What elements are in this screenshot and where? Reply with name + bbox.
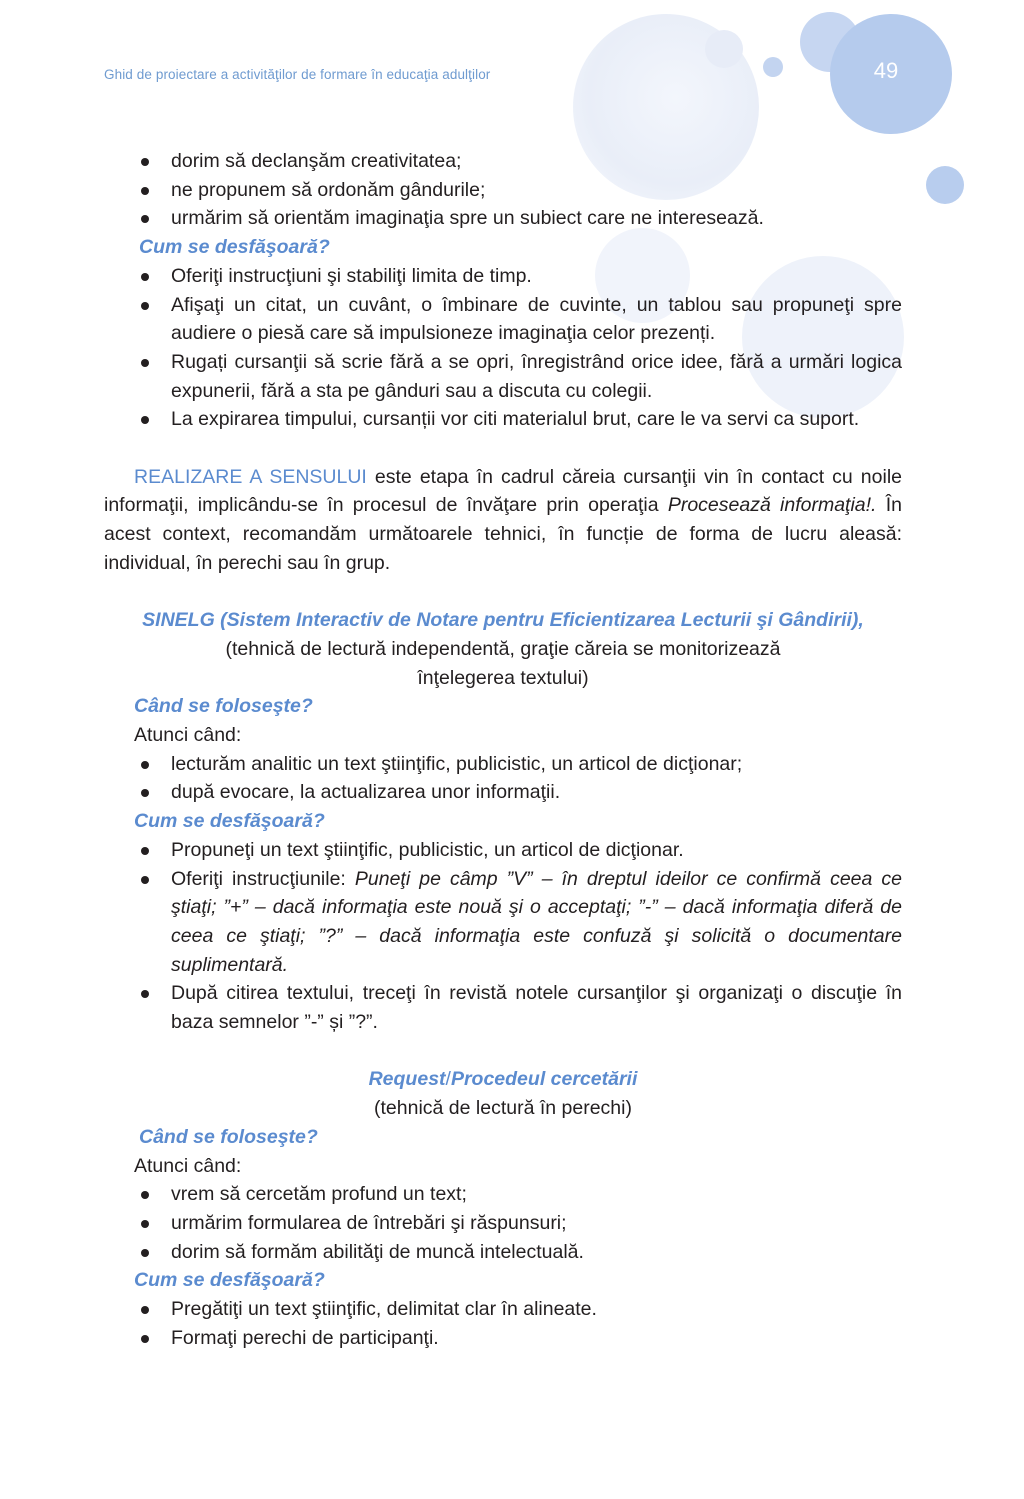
request-when-heading: Când se foloseşte? (139, 1125, 318, 1148)
request-how-heading: Cum se desfăşoară? (134, 1269, 325, 1292)
decorative-circle-right (926, 166, 964, 204)
request-title-a: Request (368, 1068, 446, 1091)
intro-bullet-list (104, 147, 902, 233)
request-how-list (104, 1295, 902, 1352)
realizare-text: este etapa în cadrul căreia cursanţii vin în contact cu noile informaţii, implicându-se în procesul de învăţare prin operaţia (104, 465, 903, 517)
how-heading-1: Cum se desfăşoară? (139, 236, 330, 259)
page-number: 49 (873, 58, 899, 83)
list-item: dorim să declanşăm creativitatea; (104, 147, 902, 176)
list-item: urmărim formularea de întrebări şi răspunsuri; (104, 1209, 902, 1238)
page-content (104, 147, 902, 1352)
decorative-circle-tiny (763, 57, 783, 77)
request-title (104, 1065, 902, 1094)
list-item: urmărim să orientăm imaginaţia spre un subiect care ne interesează. (104, 204, 902, 233)
running-header-title: Ghid de proiectare a activităţilor de formare în educaţia adulţilor (104, 67, 491, 82)
sinelg-when-heading: Când se foloseşte? (134, 695, 313, 718)
list-item: După citirea textului, treceţi în revistă notele cursanţilor şi organizaţi o discuţie în baza semnelor ”-” și ”?”. (104, 979, 902, 1036)
sinelg-subtitle-1: (tehnică de lectură independentă, graţie căreia se monitorizează (225, 637, 781, 660)
list-item: Rugați cursanţii să scrie fără a se opri, înregistrând orice idee, fără a urmări logica expunerii, fără a sta pe gânduri sau a discuta cu colegii. (104, 348, 902, 405)
request-title-b: Procedeul cercetării (450, 1068, 638, 1091)
request-when-list (104, 1180, 902, 1266)
list-item (104, 865, 902, 980)
instructions-lead: Oferiţi instrucţiunile: (171, 867, 355, 890)
list-item: după evocare, la actualizarea unor informaţii. (104, 778, 902, 807)
decorative-circle-small-light (705, 30, 743, 68)
list-item: Formaţi perechi de participanţi. (104, 1324, 902, 1353)
request-when-intro: Atunci când: (134, 1154, 242, 1177)
list-item: vrem să cercetăm profund un text; (104, 1180, 902, 1209)
sinelg-how-list (104, 836, 902, 1037)
list-item: lecturăm analitic un text ştiinţific, publicistic, un articol de dicţionar; (104, 750, 902, 779)
list-item: Oferiţi instrucţiuni şi stabiliţi limita de timp. (104, 262, 902, 291)
realizare-text-2: În acest context, recomandăm următoarele tehnici, în funcție de forma de lucru aleasă: individual, în perechi sau în grup. (104, 494, 902, 574)
request-subtitle: (tehnică de lectură în perechi) (374, 1097, 632, 1120)
list-item: ne propunem să ordonăm gândurile; (104, 176, 902, 205)
list-item: Propuneţi un text ştiinţific, publicistic, un articol de dicţionar. (104, 836, 902, 865)
list-item: dorim să formăm abilităţi de muncă intelectuală. (104, 1238, 902, 1267)
sinelg-when-intro: Atunci când: (134, 724, 242, 747)
realizare-paragraph (104, 463, 902, 578)
list-item: Pregătiţi un text ştiinţific, delimitat clar în alineate. (104, 1295, 902, 1324)
sinelg-when-list (104, 750, 902, 807)
sinelg-subtitle-2: înţelegerea textului) (417, 666, 589, 689)
realizare-lead: REALIZARE A SENSULUI (134, 465, 367, 488)
how-bullet-list-1 (104, 262, 902, 434)
realizare-italic: Procesează informaţia!. (667, 494, 877, 517)
instructions-italic: Puneţi pe câmp ”V” – în dreptul ideilor ce confirmă ceea ce ştiaţi; ”+” – dacă informaţia este nouă şi o acceptaţi; ”-” – dacă informaţia diferă de ceea ce ştiaţi; ”?” – dacă informaţia este confuză şi solicită o documentare suplimentară. (171, 867, 902, 976)
list-item: La expirarea timpului, cursanții vor citi materialul brut, care le va servi ca suport. (104, 405, 902, 434)
sinelg-title: SINELG (Sistem Interactiv de Notare pentru Eficientizarea Lecturii şi Gândirii), (142, 609, 864, 632)
request-title-separator: / (445, 1068, 451, 1091)
list-item: Afişaţi un citat, un cuvânt, o îmbinare de cuvinte, un tablou sau propuneţi spre audiere o piesă care să impulsioneze imaginaţia celor prezenți. (104, 291, 902, 348)
sinelg-how-heading: Cum se desfăşoară? (134, 810, 325, 833)
